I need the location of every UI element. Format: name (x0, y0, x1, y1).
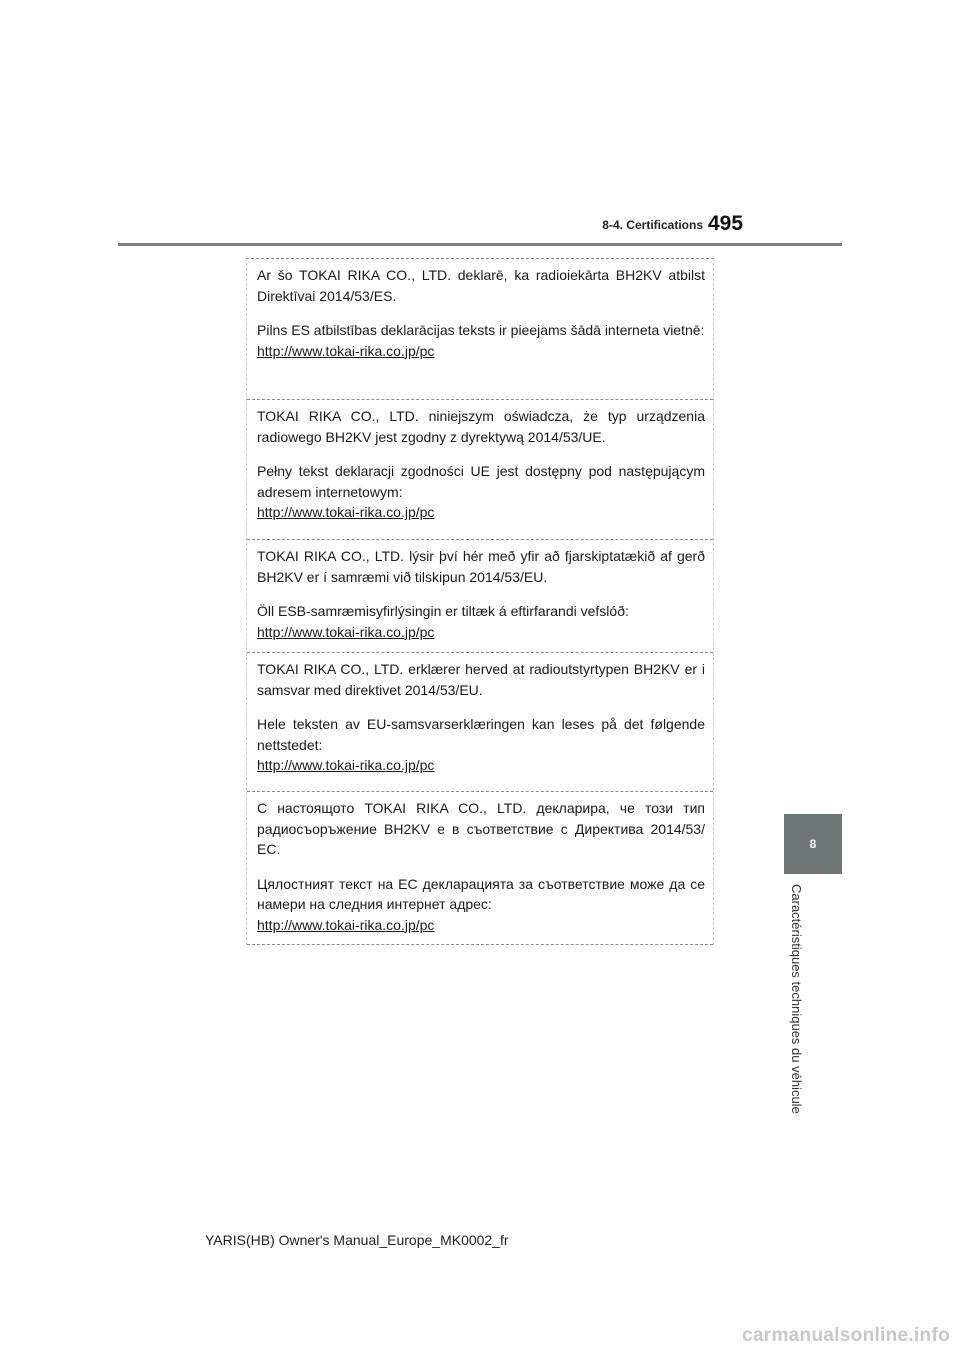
declaration-text: С настоящото TOKAI RIKA CO., LTD. декларира, че този тип радиосъоръжение BH2KV е в съответствие с Директива 2014/53/ЕС. (257, 800, 705, 857)
declaration-availability-text: Öll ESB-samræmisyfirlýsingin er tiltæk á eftirfarandi vefslóð: (257, 603, 629, 619)
watermark: carmanualsonline.info (742, 1325, 950, 1346)
declaration-availability-text: Pełny tekst deklaracji zgodności UE jest dostępny pod następującym adresem internetowym: (257, 463, 705, 500)
certification-block-polish (247, 400, 713, 540)
section-title: 8-4. Certifications (602, 218, 703, 232)
certification-block-bulgarian (247, 792, 713, 945)
chapter-tab[interactable]: 8 (784, 814, 842, 874)
declaration-link[interactable]: http://www.tokai-rika.co.jp/pc (257, 342, 435, 359)
footer-manual-id: YARIS(HB) Owner's Manual_Europe_MK0002_fr (205, 1232, 509, 1248)
declaration-link[interactable]: http://www.tokai-rika.co.jp/pc (257, 504, 435, 520)
declaration-text: TOKAI RIKA CO., LTD. niniejszym oświadcza, że typ urządzenia radiowego BH2KV jest zgodny z dyrektywą 2014/53/UE. (257, 408, 705, 445)
certification-block-icelandic (247, 540, 713, 653)
page-number: 495 (708, 212, 744, 235)
declaration-link[interactable]: http://www.tokai-rika.co.jp/pc (257, 757, 435, 773)
chapter-title-vertical: Caractéristiques techniques du véhicule (789, 884, 804, 1114)
declaration-text: TOKAI RIKA CO., LTD. lýsir því hér með yfir að fjarskiptatækið af gerð BH2KV er í samræmi við tilskipun 2014/53/EU. (257, 548, 705, 585)
certification-blocks (246, 258, 714, 945)
declaration-availability-text: Hele teksten av EU-samsvarserklæringen kan leses på det følgende nettstedet: (257, 716, 705, 753)
declaration-availability-text: Pilns ES atbilstības deklarācijas teksts ir pieejams šādā interneta vietnē: (257, 322, 705, 338)
declaration-text: Ar šo TOKAI RIKA CO., LTD. deklarē, ka radioiekārta BH2KV atbilst Direktīvai 2014/53/ES. (257, 267, 705, 304)
header-divider (118, 243, 842, 246)
declaration-text: TOKAI RIKA CO., LTD. erklærer herved at radioutstyrtypen BH2KV er i samsvar med direktivet 2014/53/EU. (257, 661, 705, 698)
certification-block-norwegian (247, 653, 713, 792)
declaration-link[interactable]: http://www.tokai-rika.co.jp/pc (257, 916, 435, 933)
declaration-availability-text: Цялостният текст на ЕС декларацията за съответствие може да се намери на следния интернет адрес: (257, 875, 705, 912)
certification-block-latvian (247, 259, 713, 400)
declaration-link[interactable]: http://www.tokai-rika.co.jp/pc (257, 623, 435, 640)
